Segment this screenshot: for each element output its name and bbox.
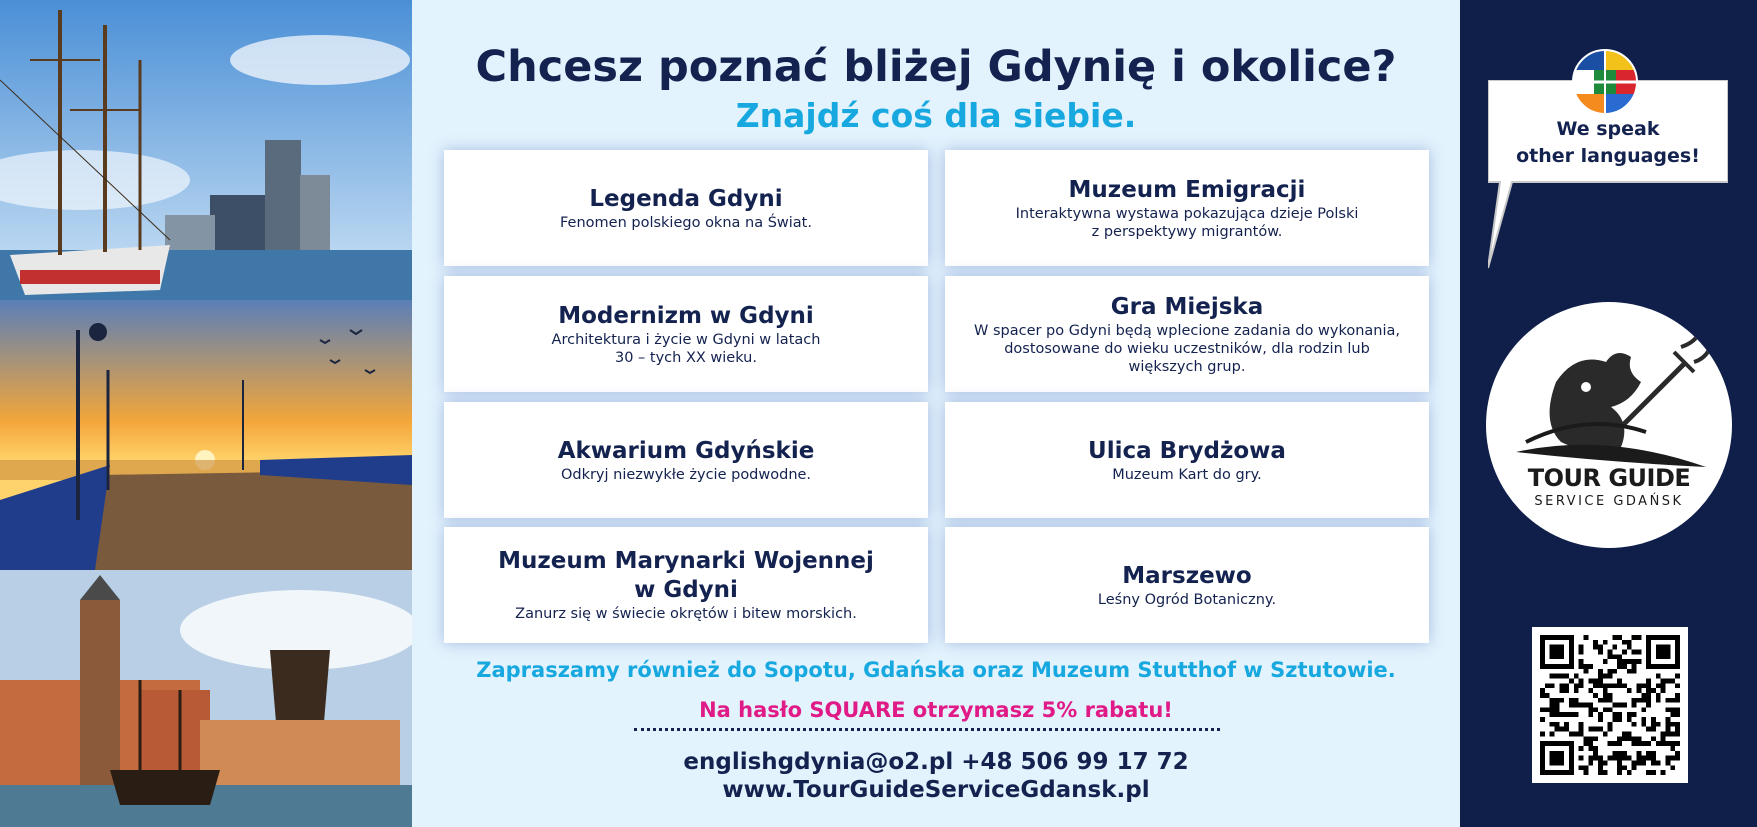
bubble-line-2: other languages! (1516, 145, 1700, 167)
card-title: Marszewo (1122, 562, 1252, 589)
flag-globe-icon (1571, 48, 1639, 116)
card-title: Akwarium Gdyńskie (557, 437, 815, 464)
card-title: Muzeum Marynarki Wojennej w Gdyni (498, 548, 874, 603)
invite-text: Zapraszamy również do Sopotu, Gdańska oraz Muzeum Stutthof w Sztutowie. (476, 658, 1396, 682)
card-title: Legenda Gdyni (589, 185, 783, 212)
contact-block (412, 748, 1460, 804)
tour-guide-logo (1486, 302, 1732, 548)
card-marszewo (945, 527, 1429, 643)
card-akwarium (444, 402, 928, 518)
card-desc: W spacer po Gdyni będą wplecione zadania do wykonania, dostosowane do wieku uczestników, dla rodzin lub większych grup. (974, 322, 1400, 375)
dotted-divider (634, 728, 1220, 731)
bubble-line-1: We speak (1556, 118, 1660, 140)
photo-strip (0, 0, 412, 827)
attractions-grid (444, 150, 1429, 643)
right-panel (1460, 0, 1757, 827)
card-muzeum-emigracji (945, 150, 1429, 266)
card-desc: Architektura i życie w Gdyni w latach 30 – tych XX wieku. (551, 331, 821, 366)
logo-title: TOUR GUIDE (1527, 464, 1691, 492)
card-ulica-brydzowa (945, 402, 1429, 518)
card-desc: Odkryj niezwykłe życie podwodne. (560, 466, 812, 483)
card-legenda-gdyni (444, 150, 928, 266)
bubble-text (1498, 116, 1718, 170)
card-desc: Zanurz się w świecie okrętów i bitew morskich. (515, 606, 857, 622)
photo-pier-sunset (0, 300, 412, 570)
card-desc: Muzeum Kart do gry. (1112, 466, 1262, 483)
photo-tall-ship-gdynia (0, 0, 412, 300)
subheadline: Znajdź coś dla siebie. (735, 96, 1137, 135)
contact-website[interactable]: www.TourGuideServiceGdansk.pl (722, 777, 1150, 803)
card-desc: Interaktywna wystawa pokazująca dzieje Polski z perspektywy migrantów. (1015, 205, 1359, 240)
photo-gdansk-waterfront (0, 570, 412, 827)
card-title: Gra Miejska (1110, 293, 1264, 320)
card-title: Modernizm w Gdyni (558, 302, 814, 329)
contact-email-phone[interactable]: englishgdynia@o2.pl +48 506 99 17 72 (683, 749, 1189, 775)
logo-subtitle: SERVICE GDAŃSK (1534, 494, 1684, 509)
card-title: Muzeum Emigracji (1068, 176, 1306, 203)
center-panel (412, 0, 1460, 827)
neptune-trident-icon (1486, 302, 1732, 548)
card-gra-miejska (945, 276, 1429, 392)
card-muzeum-marynarki (444, 527, 928, 643)
card-title: Ulica Brydżowa (1088, 437, 1286, 464)
qr-code-icon (1540, 635, 1680, 775)
promo-text: Na hasło SQUARE otrzymasz 5% rabatu! (699, 698, 1173, 722)
card-modernizm (444, 276, 928, 392)
qr-code[interactable] (1532, 627, 1688, 783)
headline: Chcesz poznać bliżej Gdynię i okolice? (475, 42, 1397, 92)
card-desc: Leśny Ogród Botaniczny. (1097, 591, 1277, 608)
card-desc: Fenomen polskiego okna na Świat. (560, 214, 812, 231)
